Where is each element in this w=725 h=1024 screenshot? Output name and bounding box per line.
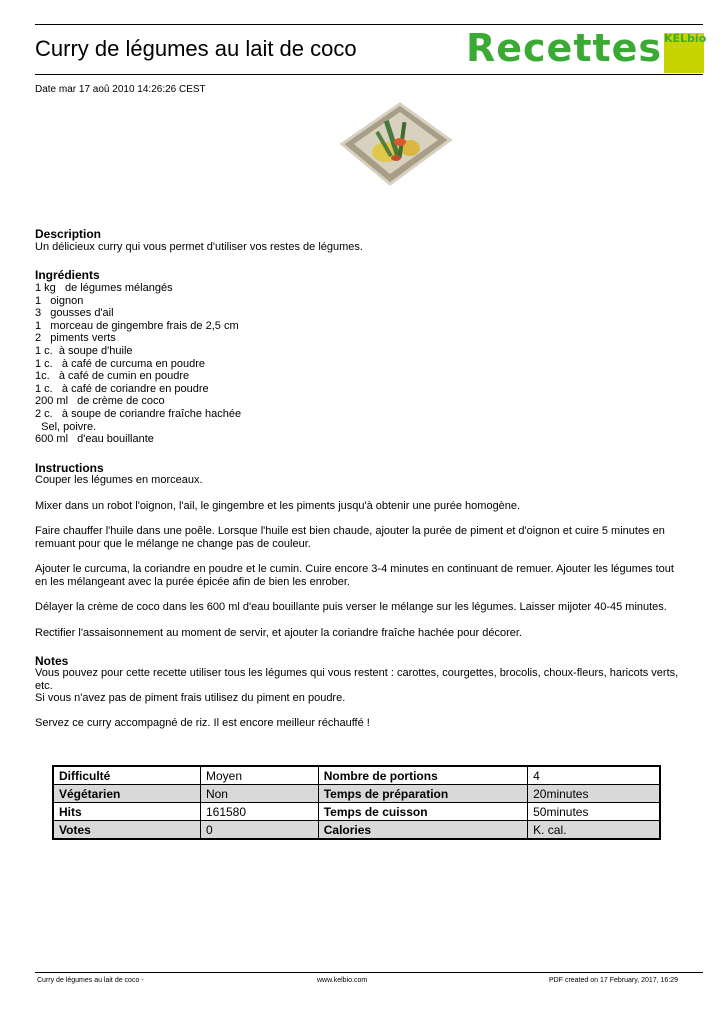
page-title: Curry de légumes au lait de coco xyxy=(35,36,357,61)
table-value: Non xyxy=(200,785,318,803)
table-value: 20minutes xyxy=(528,785,660,803)
ingredients-list xyxy=(35,282,241,446)
header-rule xyxy=(35,74,703,75)
ingredient-item: 1 c. à soupe d'huile xyxy=(35,344,133,357)
table-value: Moyen xyxy=(200,766,318,785)
instruction-step: Rectifier l'assaisonnement au moment de servir, et ajouter la coriandre fraîche hachée pour décorer. xyxy=(35,627,522,639)
table-label: Difficulté xyxy=(53,766,200,785)
ingredients-heading: Ingrédients xyxy=(35,268,100,282)
ingredient-item: 2 c. à soupe de coriandre fraîche hachée xyxy=(35,407,242,420)
ingredient-item: 200 ml de crème de coco xyxy=(35,395,165,408)
table-label: Votes xyxy=(53,821,200,840)
kelbio-logo-text: KELbio xyxy=(664,32,707,45)
description-text: Un délicieux curry qui vous permet d'utiliser vos restes de légumes. xyxy=(35,241,363,253)
table-label: Temps de cuisson xyxy=(318,803,527,821)
description-heading: Description xyxy=(35,227,102,241)
instructions-heading: Instructions xyxy=(35,461,104,475)
recipe-info-table xyxy=(52,765,661,840)
ingredient-item: 1 kg de légumes mélangés xyxy=(35,282,173,294)
table-row xyxy=(53,785,660,803)
ingredient-item: 1 c. à café de curcuma en poudre xyxy=(35,357,205,370)
date-line: Date mar 17 aoû 2010 14:26:26 CEST xyxy=(35,84,206,95)
table-label: Calories xyxy=(318,821,527,840)
ingredient-item: 600 ml d'eau bouillante xyxy=(35,433,154,446)
table-label: Nombre de portions xyxy=(318,766,527,785)
table-value: 0 xyxy=(200,821,318,840)
top-rule xyxy=(35,24,703,25)
ingredient-item: 1 c. à café de coriandre en poudre xyxy=(35,382,209,395)
table-label: Hits xyxy=(53,803,200,821)
instruction-step: Ajouter le curcuma, la coriandre en poudre et le cumin. Cuire encore 3-4 minutes en continuant de remuer. Ajouter les légumes tout en les mélangeant avec la purée épicée afin de bien les enrober. xyxy=(35,563,674,588)
notes-line: Servez ce curry accompagné de riz. Il est encore meilleur réchauffé ! xyxy=(35,717,370,729)
footer-rule xyxy=(35,972,703,973)
notes-line: Si vous n'avez pas de piment frais utilisez du piment en poudre. xyxy=(35,692,346,704)
instruction-step: Faire chauffer l'huile dans une poêle. Lorsque l'huile est bien chaude, ajouter la purée de piment et d'oignon et cuire 5 minutes en remuant pour que le mélange ne change pas de couleur. xyxy=(35,525,665,550)
footer-left: Curry de légumes au lait de coco - xyxy=(37,977,144,984)
footer-url[interactable]: www.kelbio.com xyxy=(317,977,368,984)
table-value: K. cal. xyxy=(528,821,660,840)
table-row xyxy=(53,821,660,840)
instruction-step: Couper les légumes en morceaux. xyxy=(35,474,203,486)
table-row xyxy=(53,766,660,785)
ingredient-item: 2 piments verts xyxy=(35,332,116,345)
curry-dish-photo xyxy=(338,100,454,186)
ingredient-item: Sel, poivre. xyxy=(35,420,97,433)
footer-pdf-date: PDF created on 17 February, 2017, 16:29 xyxy=(549,977,679,984)
ingredient-item: 1 oignon xyxy=(35,294,84,307)
notes-heading: Notes xyxy=(35,654,69,668)
table-value: 4 xyxy=(528,766,660,785)
ingredient-item: 1c. à café de cumin en poudre xyxy=(35,370,190,383)
recettes-logo: Recettes xyxy=(466,26,663,70)
table-row xyxy=(53,803,660,821)
instruction-step: Mixer dans un robot l'oignon, l'ail, le gingembre et les piments jusqu'à obtenir une purée homogène. xyxy=(35,500,521,512)
ingredient-item: 3 gousses d'ail xyxy=(35,307,114,320)
instruction-step: Délayer la crème de coco dans les 600 ml d'eau bouillante puis verser le mélange sur les légumes. Laisser mijoter 40-45 minutes. xyxy=(35,601,667,613)
table-value: 50minutes xyxy=(528,803,660,821)
table-label: Temps de préparation xyxy=(318,785,527,803)
ingredient-item: 1 morceau de gingembre frais de 2,5 cm xyxy=(35,319,239,332)
table-value: 161580 xyxy=(200,803,318,821)
table-label: Végétarien xyxy=(53,785,200,803)
notes-line: Vous pouvez pour cette recette utiliser tous les légumes qui vous restent : carottes, courgettes, brocolis, choux-fleurs, haricots verts, etc. xyxy=(35,667,679,692)
